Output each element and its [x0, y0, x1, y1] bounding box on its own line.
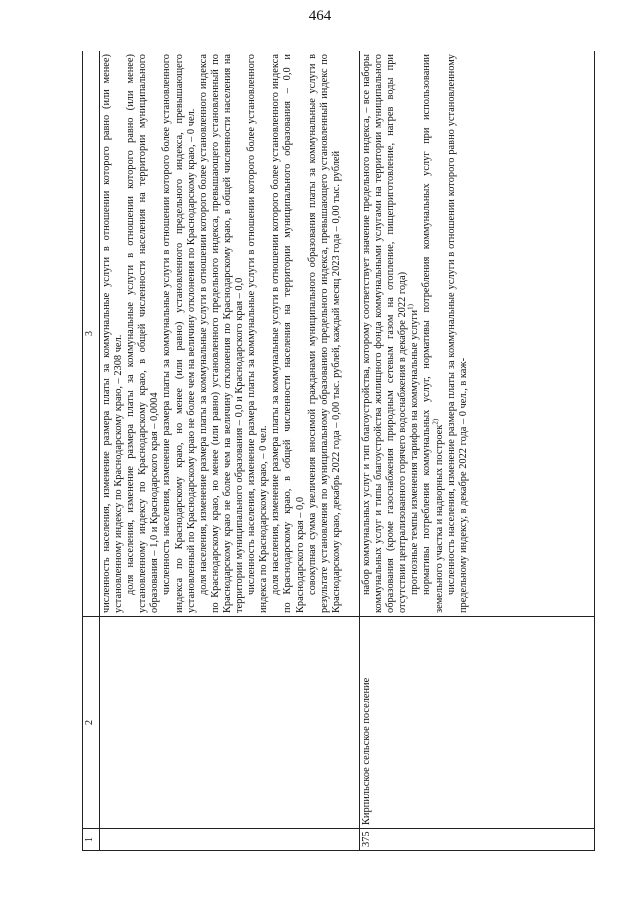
rotated-table-container [82, 51, 595, 851]
indicator-paragraph: численность населения, изменение размера платы за коммунальные услуги в отношении которого равно установленному предельному индексу, в декабре 2022 года – 0 чел., в каж- [445, 54, 469, 613]
page-number: 464 [308, 8, 332, 24]
row-number-cell: 375 [360, 829, 595, 851]
municipality-cell: Кирпильское сельское поселение [360, 617, 595, 829]
table-row [100, 51, 360, 851]
header-cell-1: 1 [83, 829, 100, 851]
indicators-cell [360, 51, 595, 617]
row-number-cell [100, 829, 360, 851]
table-row [360, 51, 595, 851]
table-frame [82, 51, 595, 851]
indicator-paragraph: доля населения, изменение размера платы за коммунальные услуги в отношении которого более установленного индекса по Краснодарскому краю, но менее (или равно) установленного предельного индекса, превышающего установленный по Краснодарскому краю не более чем на величину отклонения по Краснодарскому краю, в общей численности населения на территории муниципального образования – 0,0 и Краснодарского края – 0,0 [197, 54, 246, 613]
municipality-cell [100, 617, 360, 829]
indicator-paragraph: доля населения, изменение размера платы за коммунальные услуги в отношении которого более установленного индекса по Краснодарскому краю, в общей численности населения на территории муниципального образования – 0,0 и Краснодарского края – 0,0 [270, 54, 306, 613]
table-header-row [83, 51, 100, 851]
header-cell-2: 2 [83, 617, 100, 829]
indicator-paragraph: набор коммунальных услуг и тип благоустройства, которому соответствует значение предельного индекса, – все наборы коммунальных услуг и типы благоустройства жилищного фонда коммунальными услугами на территории муниципального образования (кроме газоснабжения природным сетевым газом на отопление, пищеприготовление, нагрев воды при отсутствии централизованного горячего водоснабжения в декабре 2022 года) [361, 54, 409, 613]
indicator-table [82, 51, 595, 851]
indicator-paragraph: численность населения, изменение размера платы за коммунальные услуги в отношении которого более установленного индекса по Краснодарскому краю, – 0 чел. [246, 54, 270, 613]
indicator-paragraph: численность населения, изменение размера платы за коммунальные услуги в отношении которого равно (или менее) установленному индексу по Краснодарскому краю, – 2308 чел. [101, 54, 125, 613]
indicator-paragraph: совокупная сумма увеличения вносимой гражданами муниципального образования платы за коммунальные услуги в результате установления по муниципальному образованию предельного индекса, превышающего установленный индекс по Краснодарскому краю, декабрь 2022 года – 0,00 тыс. рублей, каждый месяц 2023 года – 0,00 тыс. рублей [306, 54, 342, 613]
header-cell-3: 3 [83, 51, 100, 617]
indicator-paragraph: доля населения, изменение размера платы за коммунальные услуги в отношении которого равно (или менее) установленному индексу по Краснодарскому краю, в общей численности населения на территории муниципального образования – 1,0 и Краснодарского края – 0,0004 [125, 54, 161, 613]
indicator-paragraph: нормативы потребления коммунальных услуг, нормативы потребления коммунальных услуг при использовании земельного участка и надворных построек$^{2)}$ [421, 54, 445, 613]
indicator-paragraph: прогнозные темпы изменения тарифов на коммунальные услуги$^{1)}$ [406, 304, 421, 595]
indicator-paragraph: численность населения, изменение размера платы за коммунальные услуги в отношении которого более установленного индекса по Краснодарскому краю, но менее (или равно) установленного предельного индекса, превышающего установленный по Краснодарскому краю не более чем на величину отклонения по Краснодарскому краю, – 0 чел. [161, 54, 197, 613]
indicators-cell [100, 51, 360, 617]
